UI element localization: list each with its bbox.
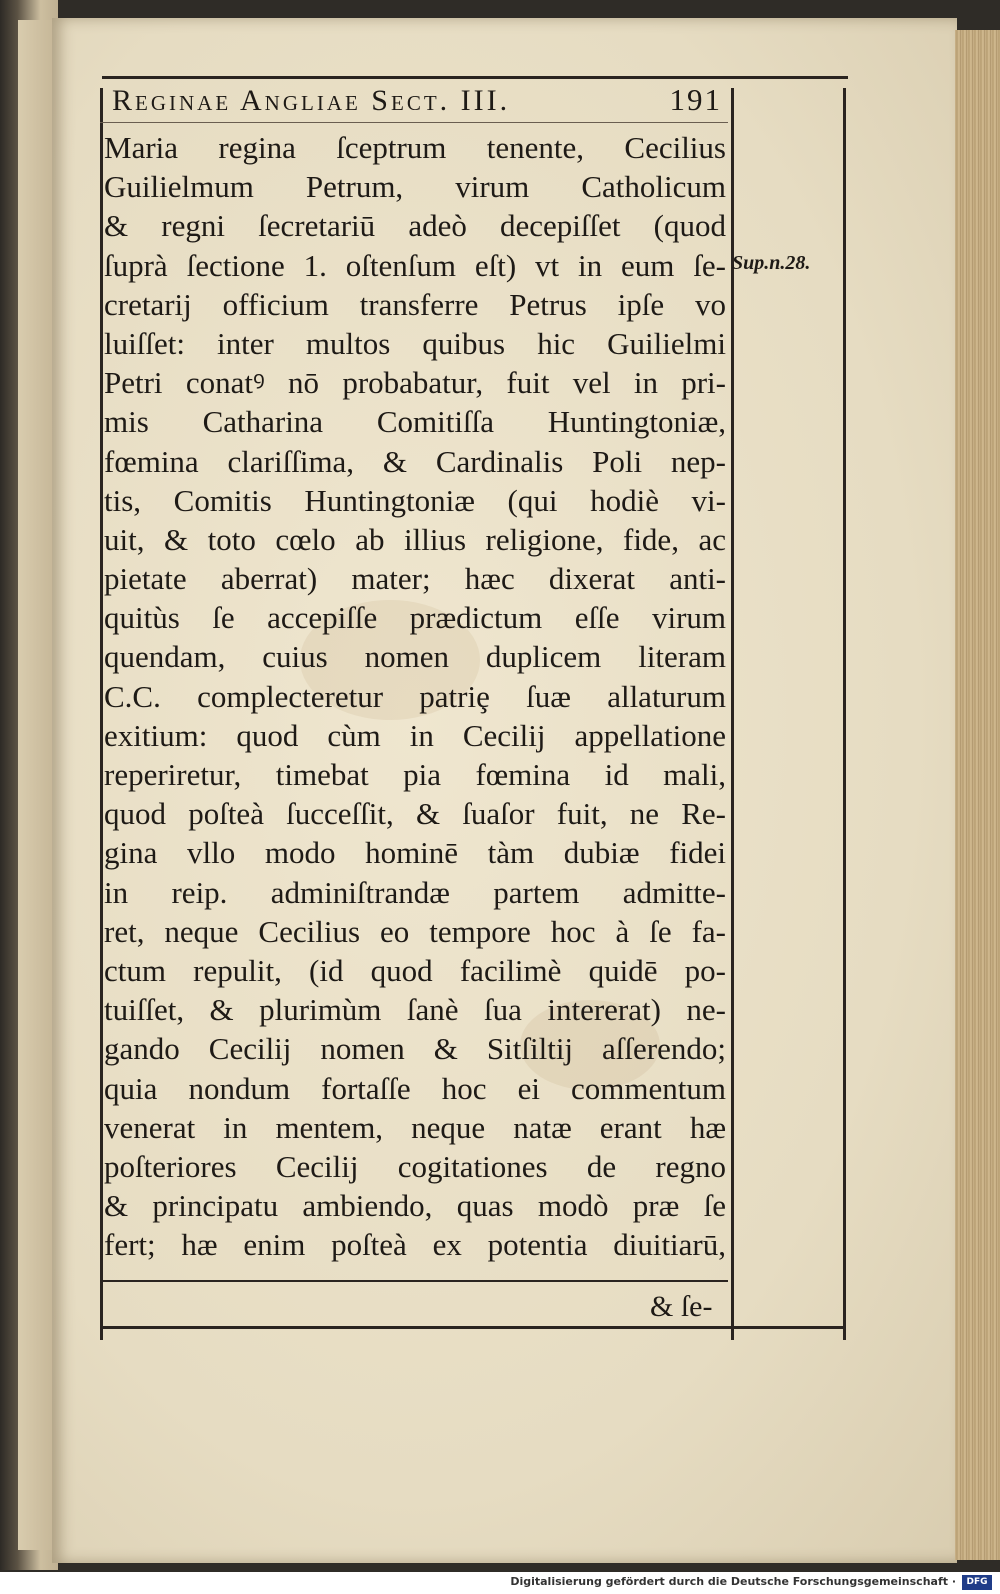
text-line: gando Cecilij nomen & Sitſiltij aſſerendo; (104, 1031, 726, 1067)
funding-credit: Digitalisierung gefördert durch die Deutsche Forschungsgemeinschaft · (510, 1575, 956, 1588)
text-line: C.C. complecteretur patriȩ ſuæ allaturum (104, 678, 726, 714)
body-text (104, 128, 726, 1264)
text-line: & principatu ambiendo, quas modò præ ſe (104, 1188, 726, 1224)
text-line: fœmina clariſſima, & Cardinalis Poli nep- (104, 443, 726, 479)
text-line: uit, & toto cœlo ab illius religione, fide, ac (104, 521, 726, 557)
facing-page-edge (18, 20, 56, 1550)
text-line: quitùs ſe accepiſſe prædictum eſſe virum (104, 600, 726, 636)
text-line: quendam, cuius nomen duplicem literam (104, 639, 726, 675)
text-line: exitium: quod cùm in Cecilij appellatione (104, 717, 726, 753)
text-line: quod poſteà ſucceſſit, & ſuaſor fuit, ne Re- (104, 796, 726, 832)
text-line: pietate aberrat) mater; hæc dixerat anti- (104, 561, 726, 597)
frame-outer-right-rule (843, 88, 846, 1340)
text-line: ſuprà ſectione 1. oſtenſum eſt) vt in eum ſe- (104, 247, 726, 283)
text-line: ctum repulit, (id quod facilimè quidē po- (104, 952, 726, 988)
text-line: mis Catharina Comitiſſa Huntingtoniæ, (104, 404, 726, 440)
running-head-title: Reginae Angliae Sect. III. (112, 84, 511, 117)
text-line: gina vllo modo hominē tàm dubiæ fidei (104, 835, 726, 871)
text-line: & regni ſecretariū adeò decepiſſet (quod (104, 208, 726, 244)
marginal-note: Sup.n.28. (732, 252, 811, 274)
text-line: Guilielmum Petrum, virum Catholicum (104, 169, 726, 205)
text-line: quia nondum fortaſſe hoc ei commentum (104, 1070, 726, 1106)
dfg-logo: DFG (962, 1575, 992, 1590)
text-line: Petri conatꝰ nō probabatur, fuit vel in pri- (104, 365, 726, 401)
text-line: tuiſſet, & plurimùm ſanè ſua intererat) ne- (104, 992, 726, 1028)
text-line: Maria regina ſceptrum tenente, Cecilius (104, 130, 726, 165)
text-line: ret, neque Cecilius eo tempore hoc à ſe fa- (104, 913, 726, 949)
page-block-edges (955, 30, 1000, 1560)
frame-top-rule (102, 76, 848, 79)
header-rule (100, 122, 728, 123)
text-line: fert; hæ enim poſteà ex potentia diuitiarū, (104, 1227, 726, 1263)
text-line: cretarij officium transferre Petrus ipſe vo (104, 286, 726, 322)
running-head (112, 82, 722, 122)
frame-bottom-rule (100, 1326, 846, 1329)
page-number: 191 (669, 82, 722, 117)
text-line: venerat in mentem, neque natæ erant hæ (104, 1109, 726, 1145)
text-line: in reip. adminiſtrandæ partem admitte- (104, 874, 726, 910)
text-bottom-rule (100, 1280, 728, 1282)
text-line: reperiretur, timebat pia fœmina id mali, (104, 757, 726, 792)
text-line: poſteriores Cecilij cogitationes de regno (104, 1148, 726, 1184)
catchword: & ſe- (650, 1290, 713, 1323)
text-line: tis, Comitis Huntingtoniæ (qui hodiè vi- (104, 482, 726, 518)
text-line: luiſſet: inter multos quibus hic Guilielmi (104, 325, 726, 361)
